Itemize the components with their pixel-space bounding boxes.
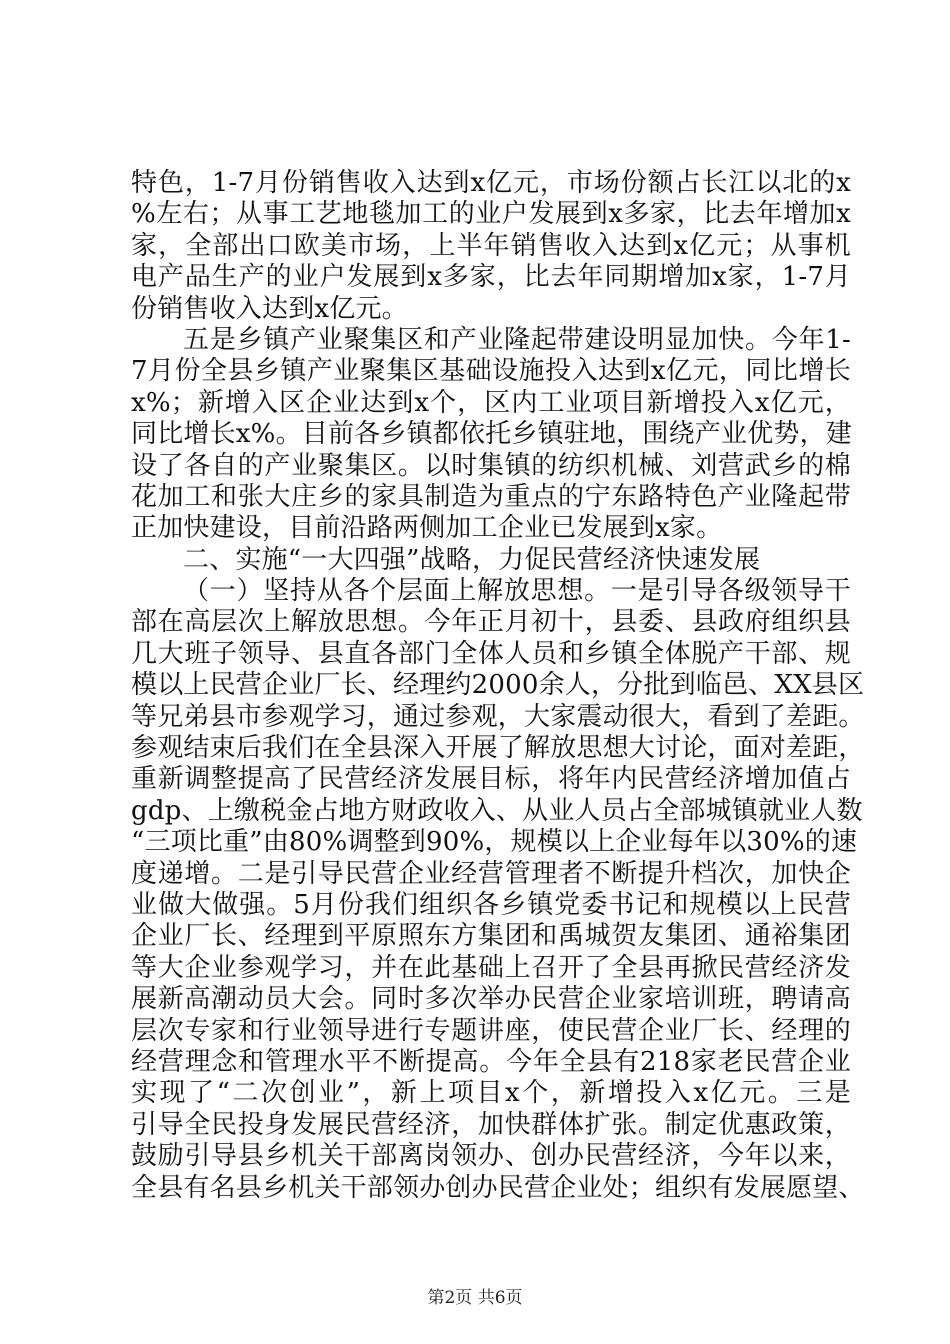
- text-line: 等大企业参观学习，并在此基础上召开了全县再掀民营经济发: [131, 952, 851, 983]
- text-line: 业做大做强。5月份我们组织各乡镇党委书记和规模以上民营: [131, 889, 851, 920]
- page-footer: 第2页 共6页: [427, 1288, 523, 1308]
- text-line: 设了各自的产业聚集区。以时集镇的纺织机械、刘营武乡的棉: [131, 450, 851, 481]
- text-line: 二、实施“一大四强”战略，力促民营经济快速发展: [183, 544, 761, 575]
- text-line: 同比增长x%。目前各乡镇都依托乡镇驻地，围绕产业优势，建: [131, 419, 852, 450]
- text-line: 鼓励引导县乡机关干部离岗领办、创办民营经济，今年以来，: [131, 1141, 851, 1172]
- text-line: 家，全部出口欧美市场，上半年销售收入达到x亿元；从事机: [131, 230, 851, 261]
- text-line: 展新高潮动员大会。同时多次举办民营企业家培训班，聘请高: [131, 984, 851, 1015]
- text-line: 引导全民投身发展民营经济，加快群体扩张。制定优惠政策，: [131, 1109, 851, 1140]
- text-line: x%；新增入区企业达到x个，区内工业项目新增投入x亿元，: [131, 387, 851, 418]
- text-line: 度递增。二是引导民营企业经营管理者不断提升档次，加快企: [131, 858, 851, 889]
- text-line: 几大班子领导、县直各部门全体人员和乡镇全体脱产干部、规: [131, 638, 851, 669]
- text-line: 电产品生产的业户发展到x多家，比去年同期增加x家，1-7月: [131, 262, 851, 293]
- text-line: （一）坚持从各个层面上解放思想。一是引导各级领导干: [183, 576, 851, 607]
- text-line: 花加工和张大庄乡的家具制造为重点的宁东路特色产业隆起带: [131, 481, 851, 512]
- text-line: %左右；从事工艺地毯加工的业户发展到x多家，比去年增加x: [131, 199, 851, 230]
- text-line: 特色，1-7月份销售收入达到x亿元，市场份额占长江以北的x: [131, 168, 851, 198]
- text-line: 五是乡镇产业聚集区和产业隆起带建设明显加快。今年1-: [183, 324, 851, 355]
- text-line: 重新调整提高了民营经济发展目标，将年内民营经济增加值占: [131, 764, 851, 795]
- text-line: 7月份全县乡镇产业聚集区基础设施投入达到x亿元，同比增长: [131, 356, 851, 387]
- text-line: 经营理念和管理水平不断提高。今年全县有218家老民营企业: [131, 1046, 851, 1077]
- text-line: 参观结束后我们在全县深入开展了解放思想大讨论，面对差距，: [131, 733, 865, 764]
- text-line: 实现了“二次创业”，新上项目x个，新增投入x亿元。三是: [131, 1078, 851, 1109]
- text-line: 份销售收入达到x亿元。: [131, 293, 408, 324]
- body-text: [131, 168, 865, 1204]
- text-line: “三项比重”由80%调整到90%，规模以上企业每年以30%的速: [131, 827, 858, 858]
- text-line: 等兄弟县市参观学习，通过参观，大家震动很大，看到了差距。: [131, 701, 865, 732]
- text-line: 正加快建设，目前沿路两侧加工企业已发展到x家。: [131, 513, 723, 544]
- text-line: 模以上民营企业厂长、经理约2000余人，分批到临邑、XX县区: [131, 670, 865, 701]
- text-line: 层次专家和行业领导进行专题讲座，使民营企业厂长、经理的: [131, 1015, 851, 1046]
- text-line: 企业厂长、经理到平原照东方集团和禹城贺友集团、通裕集团: [131, 921, 851, 952]
- text-line: gdp、上缴税金占地方财政收入、从业人员占全部城镇就业人数: [131, 795, 863, 826]
- text-line: 部在高层次上解放思想。今年正月初十，县委、县政府组织县: [131, 607, 851, 638]
- text-line: 全县有名县乡机关干部领办创办民营企业处；组织有发展愿望、: [131, 1172, 865, 1203]
